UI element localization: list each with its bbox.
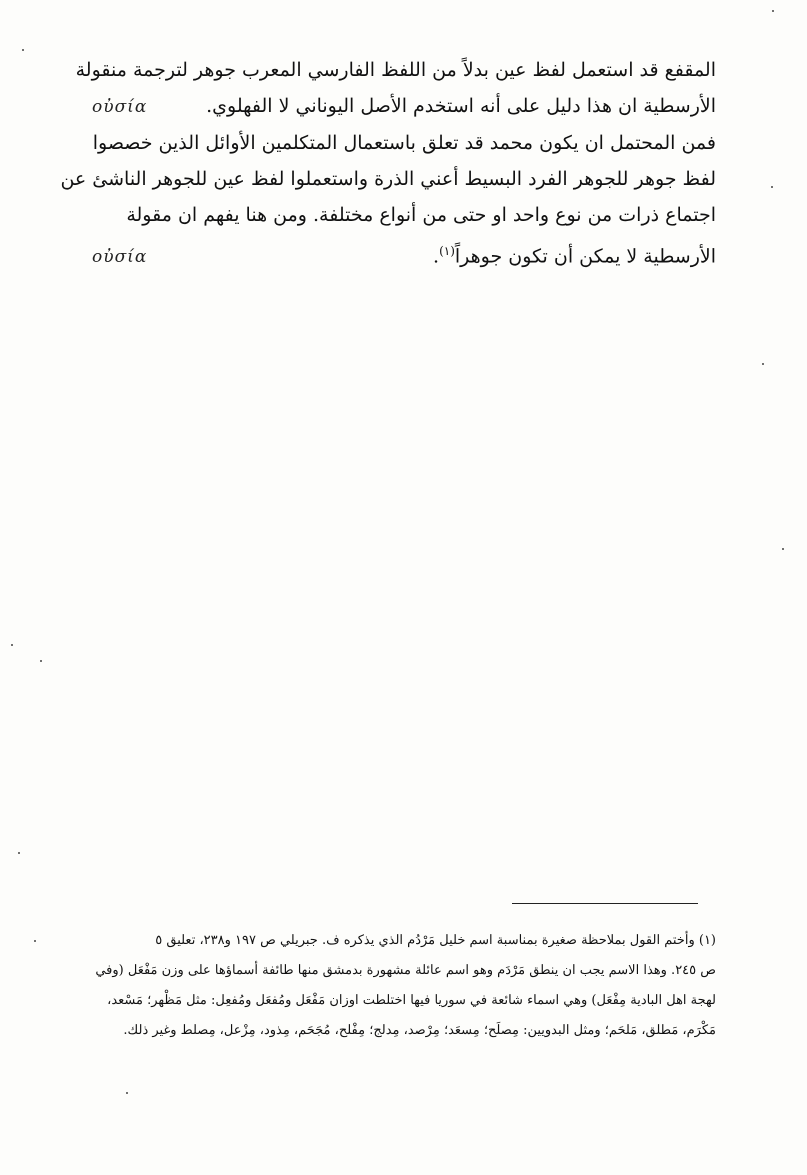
main-paragraph [60, 52, 716, 275]
scan-speck [126, 1092, 128, 1094]
scan-speck [11, 644, 13, 646]
body-line-2 [92, 88, 716, 125]
footnote-line-4: مَكْرَم، مَطلق، مَلحَم؛ ومثل البدويين: مِصلَح؛ مِسعَد؛ مِرْصد، مِدلج؛ مِفْلح، مُجَحَم، مِذود، مِزْعل، مِصلط وغير ذلك. [123, 1023, 716, 1038]
body-line-6-text: الأرسطية لا يمكن أن تكون جوهراً [454, 245, 716, 268]
scan-speck [22, 49, 24, 51]
footnote-line-3: لهجة اهل البادية مِفْعَل) وهي اسماء شائعة في سوريا فيها اختلطت اوزان مَفْعَل ومُفعَل ومُفعِل: مثل مَظْهر؛ مَسْعد، [107, 993, 716, 1008]
footnote-line-1: (١) وأختم القول بملاحظة صغيرة بمناسبة اسم خليل مَرْدُم الذي يذكره ف. جبريلي ص ١٩٧ و٢٣٨، تعليق ٥ [155, 933, 716, 948]
body-line-2-text: الأرسطية ان هذا دليل على أنه استخدم الأصل اليوناني لا الفهلوي. [206, 95, 716, 117]
scan-speck [771, 186, 773, 188]
footnote-line-2: ص ٢٤٥. وهذا الاسم يجب ان ينطق مَرْدَم وهو اسم عائلة مشهورة بدمشق منها طائفة أسماؤها على وزن مَفْعَل (وفي [95, 963, 716, 978]
footnote-block [90, 926, 716, 1046]
scan-speck [34, 940, 36, 942]
footnote-separator [512, 903, 698, 904]
scan-speck [762, 363, 764, 365]
footnote-reference: (١) [439, 244, 455, 258]
body-line-1: المقفع قد استعمل لفظ عين بدلاً من اللفظ الفارسي المعرب جوهر لترجمة منقولة [75, 59, 716, 81]
body-line-5: اجتماع ذرات من نوع واحد او حتى من أنواع مختلفة. ومن هنا يفهم ان مقولة [126, 204, 716, 226]
greek-term-ousia: οὐσία [92, 97, 148, 117]
scan-speck [40, 660, 42, 662]
body-line-6 [92, 233, 716, 275]
scan-speck [18, 852, 20, 854]
body-line-4: لفظ جوهر للجوهر الفرد البسيط أعني الذرة واستعملوا لفظ عين للجوهر الناشئ عن [60, 168, 716, 190]
body-line-6-group [433, 233, 716, 274]
scan-speck [772, 10, 774, 12]
greek-term-ousia-2: οὐσία [92, 247, 148, 268]
scan-speck [782, 548, 784, 550]
body-line-3: فمن المحتمل ان يكون محمد قد تعلق باستعمال المتكلمين الأوائل الذين خصصوا [92, 132, 716, 154]
body-line-6-end: . [433, 245, 440, 268]
